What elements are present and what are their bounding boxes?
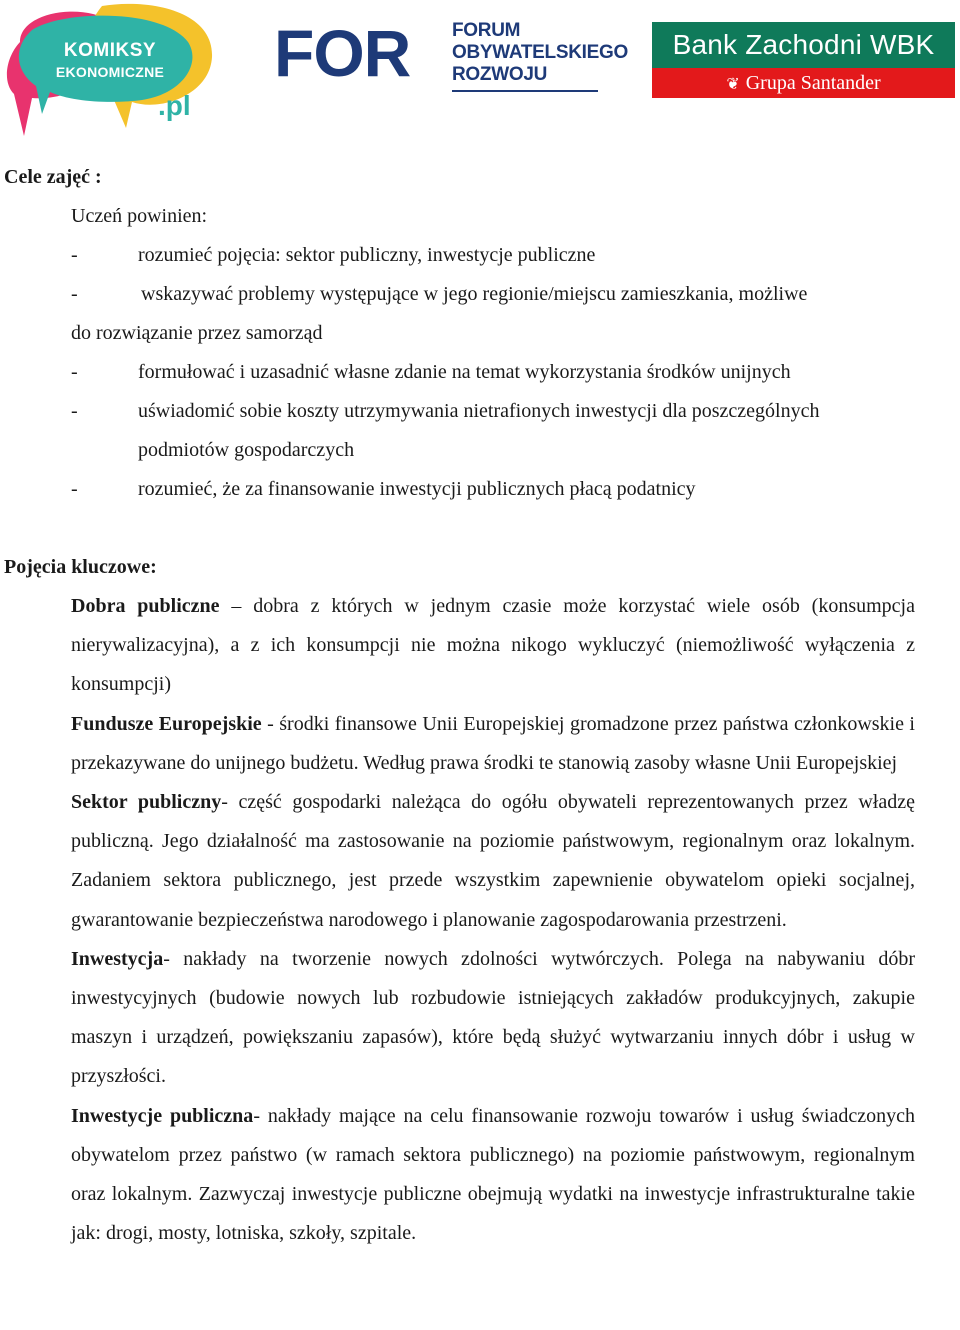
komiksy-suffix: .pl	[158, 90, 191, 121]
bank-group-bar	[652, 68, 955, 98]
definition-text: - nakłady na tworzenie nowych zdolności wytwórczych. Polega na nabywaniu dóbr inwestycyjnych (budowie nowych lub rozbudowie istniejących zakładów produkcyjnych, zakupie maszyn i urządzeń, powiększaniu zapasów), które będą służyć wytwarzaniu innych dóbr i usług w przyszłości.	[71, 947, 915, 1088]
definition-paragraph	[71, 940, 915, 1097]
goals-section	[0, 197, 915, 509]
definition-paragraph	[71, 1097, 915, 1254]
list-item	[71, 236, 915, 275]
list-dash: -	[71, 283, 78, 305]
for-line1: FORUM	[452, 20, 521, 41]
list-item-text: uświadomić sobie koszty utrzymywania nietrafionych inwestycji dla poszczególnych podmiotów gospodarczych	[138, 400, 820, 461]
for-wordmark: FOR	[274, 16, 411, 90]
list-item	[71, 353, 915, 392]
list-item	[71, 470, 915, 509]
definition-text: - środki finansowe Unii Europejskiej gromadzone przez państwa członkowskie i przekazywane do unijnego budżetu. Według prawa środki te stanowią zasoby własne Unii Europejskiej	[71, 712, 915, 774]
definitions-section	[0, 587, 915, 1253]
definition-text: - część gospodarki należąca do ogółu obywateli reprezentowanych przez władzę publiczną. Jego działalność ma zastosowanie na poziomie państwowym, regionalnym oraz lokalnym. Zadaniem sektora publicznego, jest przede wszystkim zapewnienie obywatelom opieki socjalnej, gwarantowanie bezpieczeństwa narodowego i planowanie zagospodarowania przestrzeni.	[71, 791, 915, 931]
bank-zachodni-wbk-logo	[652, 22, 955, 98]
goals-intro: Uczeń powinien:	[71, 205, 208, 227]
komiksy-ekonomiczne-logo	[2, 2, 216, 138]
list-dash: -	[71, 478, 78, 500]
for-line2: OBYWATELSKIEGO	[452, 42, 628, 63]
definition-paragraph	[71, 705, 915, 783]
list-item-text: formułować i uzasadnić własne zdanie na temat wykorzystania środków unijnych	[138, 361, 791, 383]
list-item	[71, 392, 915, 470]
document-body	[0, 158, 960, 1253]
section-spacer	[0, 509, 960, 548]
list-item-text: rozumieć pojęcia: sektor publiczny, inwestycje publiczne	[138, 244, 596, 266]
komiksy-line2: EKONOMICZNE	[55, 64, 165, 80]
definition-term: Inwestycja	[71, 947, 164, 970]
for-full-name	[452, 20, 628, 86]
concepts-heading: Pojęcia kluczowe:	[4, 556, 157, 578]
definition-paragraph	[71, 587, 915, 705]
list-item-text: rozumieć, że za finansowanie inwestycji publicznych płacą podatnicy	[138, 478, 696, 500]
flame-icon: ❦	[726, 76, 740, 93]
list-item	[71, 275, 915, 353]
list-dash: -	[71, 244, 78, 266]
goals-list	[71, 236, 915, 509]
bank-group-name: Grupa Santander	[745, 72, 881, 94]
for-underline	[452, 90, 598, 92]
definition-text: – dobra z których w jednym czasie może korzystać wiele osób (konsumpcja nierywalizacyjna), a z ich konsumpcji nie można nikogo wykluczyć (niemożliwość wyłączenia z konsumpcji)	[71, 595, 915, 696]
komiksy-line1: KOMIKSY	[63, 40, 157, 61]
logo-bar	[0, 0, 960, 140]
list-dash: -	[71, 400, 78, 422]
definition-term: Fundusze Europejskie	[71, 712, 262, 735]
goals-heading: Cele zajęć :	[4, 166, 102, 188]
for-line3: ROZWOJU	[452, 64, 548, 85]
list-item-text: wskazywać problemy występujące w jego regionie/miejscu zamieszkania, możliwe	[141, 283, 808, 305]
definition-paragraph	[71, 783, 915, 940]
definition-term: Sektor publiczny	[71, 791, 222, 814]
definition-text: - nakłady mające na celu finansowanie rozwoju towarów i usług świadczonych obywatelom przez państwo (w ramach sektora publicznego) na poziomie państwowym, regionalnym oraz lokalnym. Zazwyczaj inwestycje publiczne obejmują wydatki na inwestycje infrastrukturalne takie jak: drogi, mosty, lotniska, szkoły, szpitale.	[71, 1104, 915, 1245]
definition-term: Dobra publiczne	[71, 595, 220, 617]
definition-term: Inwestycje publiczna	[71, 1104, 254, 1127]
list-item-continuation: do rozwiązanie przez samorząd	[71, 322, 323, 344]
list-dash: -	[71, 361, 78, 383]
forum-obywatelskiego-rozwoju-logo	[274, 16, 628, 100]
bank-name: Bank Zachodni WBK	[652, 22, 955, 68]
